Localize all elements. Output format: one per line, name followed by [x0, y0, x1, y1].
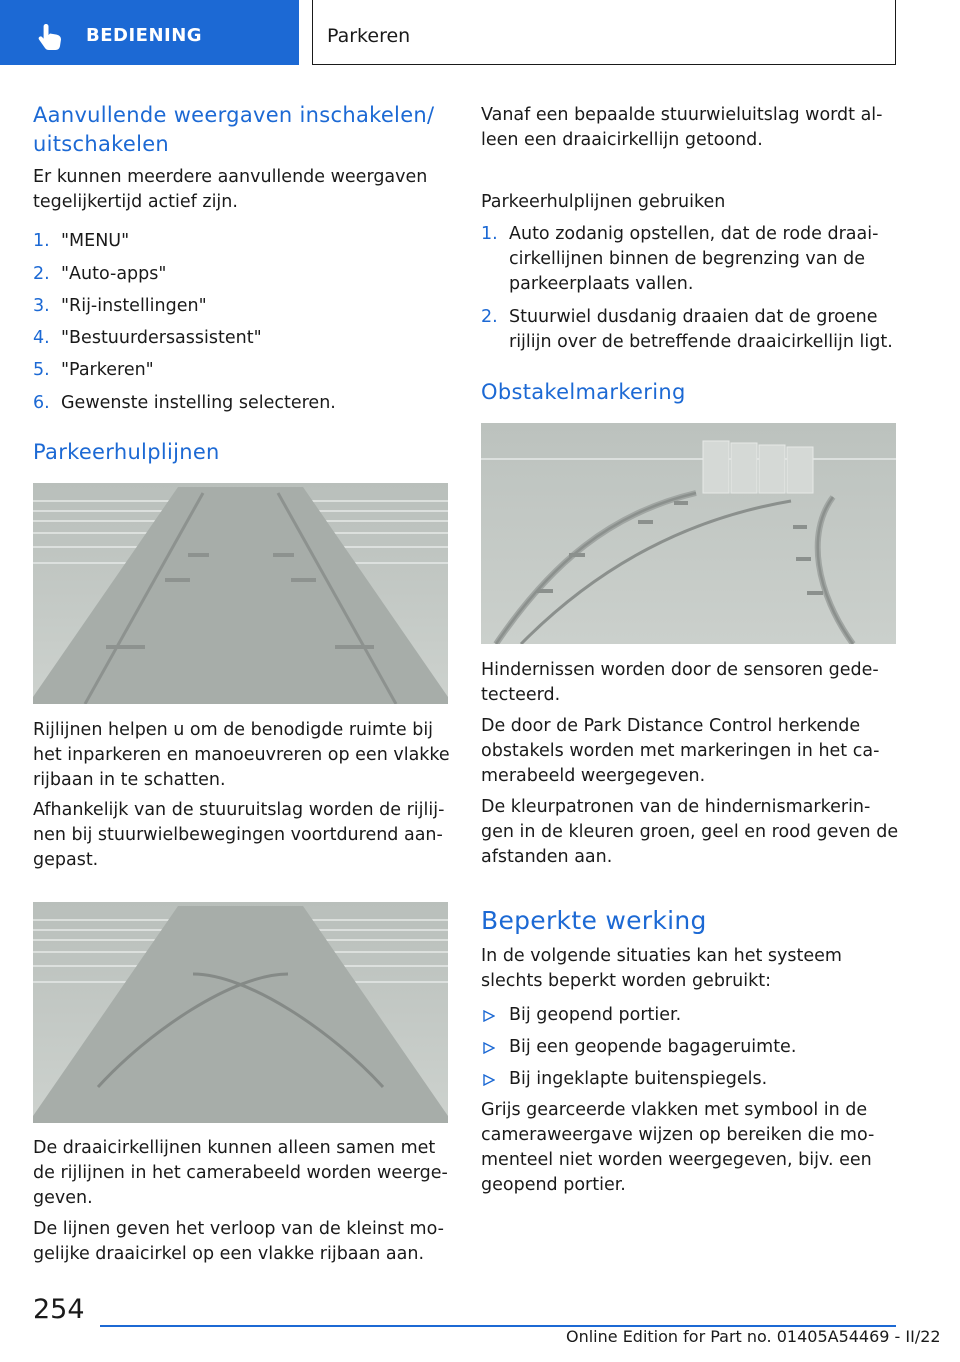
- heading-parking-lines: Parkeerhulplijnen: [33, 440, 220, 464]
- text-line: Stuurwiel dusdanig draaien dat de groene: [509, 307, 878, 327]
- text-line: nen bij stuurwielbewegingen voortdurend aan-: [33, 825, 443, 845]
- step-number: 1.: [481, 224, 498, 244]
- edition-note: Online Edition for Part no. 01405A54469 - II/22: [566, 1327, 941, 1346]
- step-number: 5.: [33, 360, 50, 380]
- text-line: Vanaf een bepaalde stuurwieluitslag wordt al-: [481, 105, 883, 125]
- bullet-text: Bij een geopende bagageruimte.: [509, 1037, 797, 1057]
- paragraph-grey-areas: [481, 1098, 901, 1198]
- section-label: BEDIENING: [86, 25, 203, 46]
- paragraph-driving-lines: [33, 718, 453, 793]
- step-number: 2.: [481, 307, 498, 327]
- text-line: rijbaan in te schatten.: [33, 770, 226, 790]
- text-line: gen in de kleuren groen, geel en rood geven de: [481, 822, 899, 842]
- text-line: slechts beperkt worden gebruikt:: [481, 971, 771, 991]
- intro-line-1: Er kunnen meerdere aanvullende weergaven: [33, 167, 428, 187]
- text-line: obstakels worden met markeringen in het ca-: [481, 741, 880, 761]
- text-line: parkeerplaats vallen.: [509, 274, 694, 294]
- text-line: leen een draaicirkellijn getoond.: [481, 130, 763, 150]
- paragraph-smallest-circle: [33, 1217, 453, 1267]
- step-text: "MENU": [61, 231, 130, 251]
- heading-limited-function: Beperkte werking: [481, 906, 707, 935]
- step-number: 1.: [33, 231, 50, 251]
- step-text: "Auto-apps": [61, 264, 167, 284]
- step-number: 6.: [33, 393, 50, 413]
- text-line: de rijlijnen in het camerabeeld worden weerge-: [33, 1163, 448, 1183]
- figure-obstacle-marking: [481, 423, 896, 644]
- text-line: Grijs gearceerde vlakken met symbool in de: [481, 1100, 868, 1120]
- intro-paragraph: [33, 165, 453, 215]
- bullet-text: Bij geopend portier.: [509, 1005, 682, 1025]
- page-number: 254: [33, 1294, 85, 1325]
- text-line: rijlijn over de betreffende draaicirkellijn ligt.: [509, 332, 893, 352]
- text-line: Rijlijnen helpen u om de benodigde ruimte bij: [33, 720, 434, 740]
- text-line: menteel niet worden weergegeven, bijv. een: [481, 1150, 872, 1170]
- paragraph-limited-intro: [481, 944, 901, 994]
- figure-driving-lines: [33, 483, 448, 704]
- text-line: geven.: [33, 1188, 93, 1208]
- text-line: merabeeld weergegeven.: [481, 766, 706, 786]
- step-number: 3.: [33, 296, 50, 316]
- text-line: Auto zodanig opstellen, dat de rode draai-: [509, 224, 879, 244]
- figure-turning-circle-lines: [33, 902, 448, 1123]
- text-line: afstanden aan.: [481, 847, 613, 867]
- step-number: 4.: [33, 328, 50, 348]
- paragraph-sensors: [481, 658, 901, 708]
- chapter-title: Parkeren: [327, 25, 411, 47]
- text-line: tecteerd.: [481, 685, 561, 705]
- subheading-use-lines: Parkeerhulplijnen gebruiken: [481, 192, 726, 212]
- text-line: het inparkeren en manoeuvreren op een vlakke: [33, 745, 450, 765]
- text-line: gelijke draaicirkel op een vlakke rijbaan aan.: [33, 1244, 425, 1264]
- heading-display: [33, 101, 434, 159]
- step-text: Gewenste instelling selecteren.: [61, 393, 336, 413]
- paragraph-steering-adjust: [33, 798, 453, 873]
- text-line: cirkellijnen binnen de begrenzing van de: [509, 249, 865, 269]
- triangle-bullet-icon: [483, 1042, 495, 1054]
- text-line: Hindernissen worden door de sensoren gede-: [481, 660, 879, 680]
- paragraph-colors: [481, 795, 901, 870]
- heading-obstacle-marking: Obstakelmarkering: [481, 380, 686, 404]
- text-line: De draaicirkellijnen kunnen alleen samen met: [33, 1138, 436, 1158]
- triangle-bullet-icon: [483, 1074, 495, 1086]
- hand-pointer-icon: [34, 22, 66, 52]
- section-tab: [0, 0, 299, 65]
- bullet-text: Bij ingeklapte buitenspiegels.: [509, 1069, 768, 1089]
- intro-line-2: tegelijkertijd actief zijn.: [33, 192, 238, 212]
- text-line: De door de Park Distance Control herkende: [481, 716, 861, 736]
- step-text: [509, 222, 899, 297]
- step-text: [509, 305, 899, 355]
- step-text: "Bestuurdersassistent": [61, 328, 262, 348]
- text-line: Afhankelijk van de stuuruitslag worden de rijlij-: [33, 800, 445, 820]
- heading-display-line-1: Aanvullende weergaven inschakelen/: [33, 103, 435, 127]
- text-line: De lijnen geven het verloop van de kleinst mo-: [33, 1219, 444, 1239]
- text-line: gepast.: [33, 850, 99, 870]
- paragraph-pdc: [481, 714, 901, 789]
- text-line: geopend portier.: [481, 1175, 626, 1195]
- triangle-bullet-icon: [483, 1010, 495, 1022]
- step-text: "Rij-instellingen": [61, 296, 207, 316]
- text-line: cameraweergave wijzen op bereiken die mo-: [481, 1125, 875, 1145]
- step-number: 2.: [33, 264, 50, 284]
- text-line: In de volgende situaties kan het systeem: [481, 946, 842, 966]
- paragraph-single-line: [481, 103, 901, 153]
- paragraph-turning-circle: [33, 1136, 453, 1211]
- text-line: De kleurpatronen van de hindernismarkerin-: [481, 797, 871, 817]
- chapter-header: [312, 0, 896, 65]
- heading-display-line-2: uitschakelen: [33, 132, 170, 156]
- step-text: "Parkeren": [61, 360, 154, 380]
